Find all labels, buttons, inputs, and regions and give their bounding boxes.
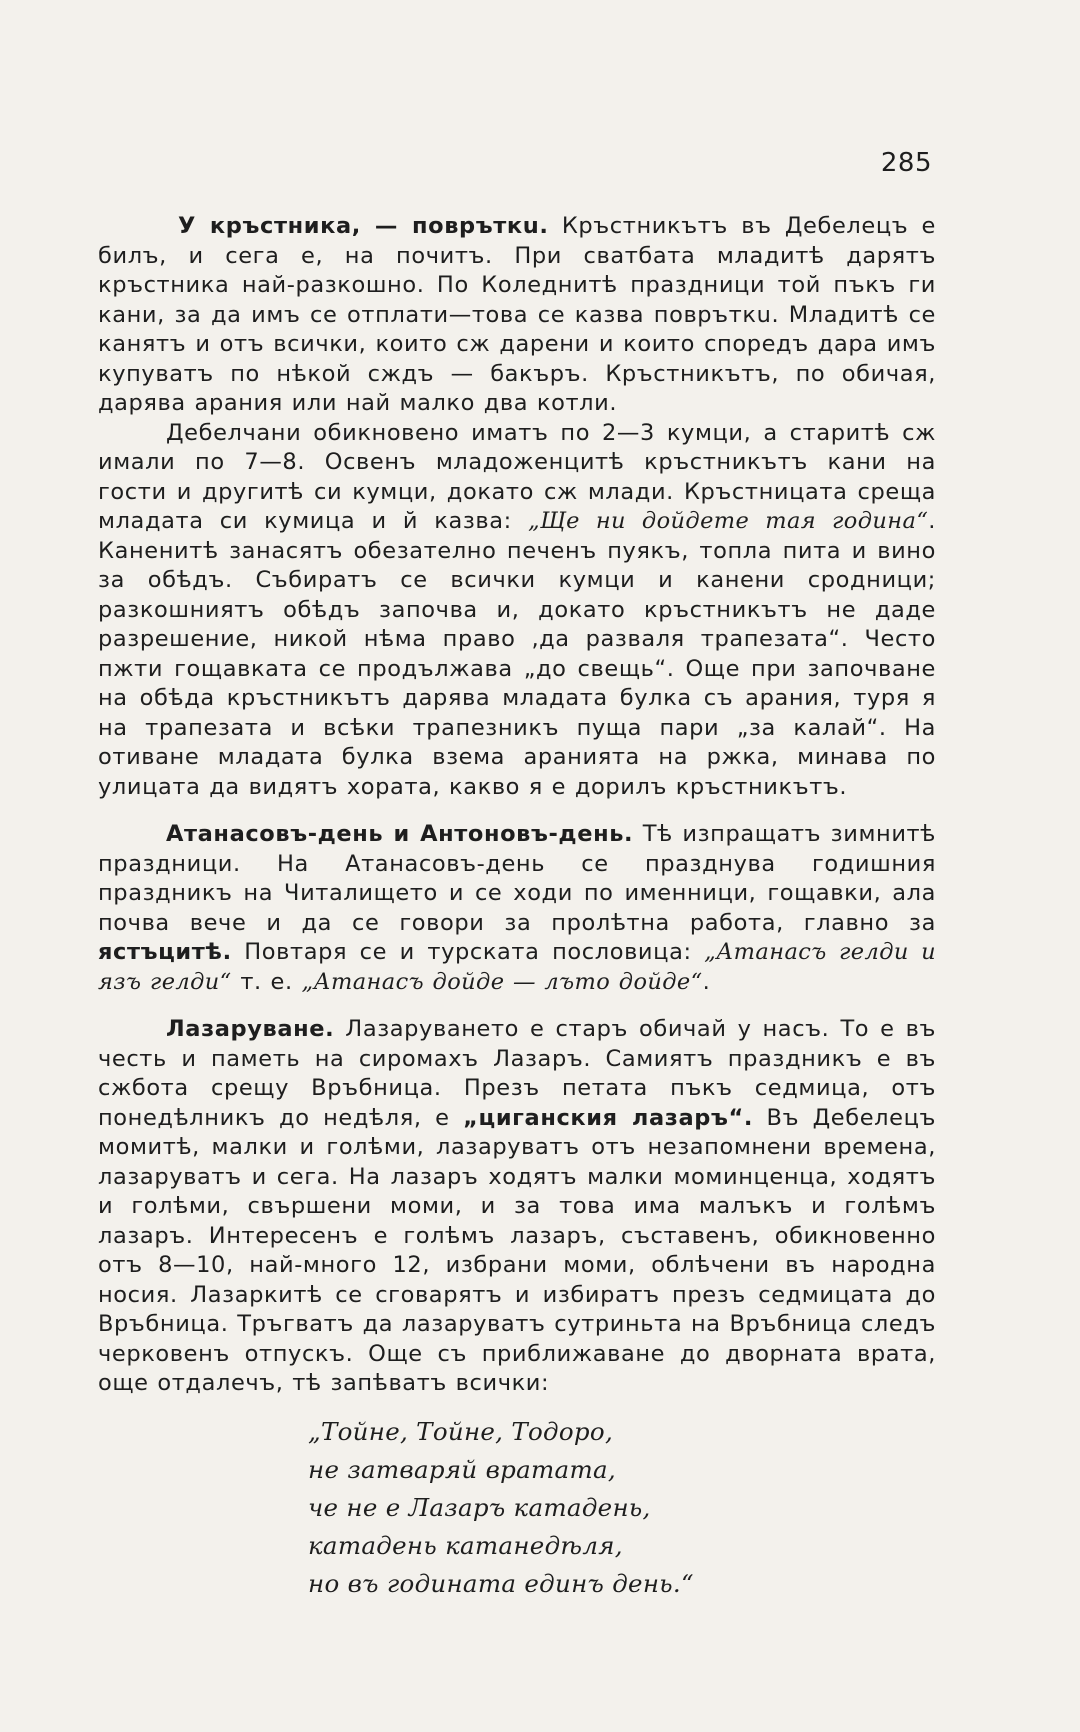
verse-line: че не е Лазаръ катадень, xyxy=(308,1492,651,1522)
verse-line: но въ годината единъ день.“ xyxy=(308,1568,694,1598)
paragraph-text: . Каненитѣ занасятъ обезателно печенъ пуякъ, топла пита и вино за обѣдъ. Събиратъ се всички кумци и канени сродници; разкошниятъ обѣдъ започва и, докато кръстникътъ не даде разрешение, никой нѣма право ‚да разваля трапезата“. Често пжти гощавката се продължава „до свещь“. Още при започване на обѣда кръстникътъ дарява младата булка съ арания, туря я на трапезата и всѣки трапезникъ пуща пари „за калай“. На отиване младата булка взема аранията на ржка, минава по улицата да видятъ хората, какво я е дорилъ кръстникътъ. xyxy=(98,508,936,800)
paragraph-text: . xyxy=(702,968,711,995)
verse-line: не затваряй вратата, xyxy=(308,1454,616,1484)
verse-line: катадень катанедѣля, xyxy=(308,1530,623,1560)
paragraph-atanasov xyxy=(98,820,936,997)
quote-text: „Атанасъ гелди и язъ гелди“ xyxy=(98,939,936,995)
paragraph-text: Повтаря се и турската пословица: xyxy=(231,939,705,965)
section-heading-krastnika: У кръстника, — повръткu. xyxy=(178,213,549,239)
verse xyxy=(308,1413,936,1603)
section-heading-lazaruvane: Лазаруване. xyxy=(166,1016,335,1042)
paragraph-lazaruvane xyxy=(98,1015,936,1399)
paragraph-text: Лазаруването е старъ обичай у насъ. То е въ честь и паметь на сиромахъ Лазаръ. Самиятъ праздникъ е въ сжбота срещу Връбница. Презъ петата пъкъ седмица, отъ понедѣлникъ до недѣля, е xyxy=(98,1016,936,1131)
bold-text: „циганския лазаръ“. xyxy=(463,1104,753,1131)
page-number: 285 xyxy=(880,148,932,178)
paragraph-kumci xyxy=(98,419,936,803)
paragraph-krastnika xyxy=(98,212,936,419)
paragraph-text: Дебелчани обикновено иматъ по 2—3 кумци, а старитѣ сж имали по 7—8. Освенъ младоженцитѣ кръстникътъ кани на гости и другитѣ си кумци, докато сж млади. Кръстницата среща младата си кумица и й казва: xyxy=(98,419,936,534)
verse-line: „Тойне, Тойне, Тодоро, xyxy=(308,1416,614,1446)
section-heading-atanasov: Атанасовъ-день и Антоновъ-день. xyxy=(166,821,634,847)
paragraph-text: Въ Дебелецъ момитѣ, малки и голѣми, лазаруватъ отъ незапомнени времена, лазаруватъ и сега. На лазаръ ходятъ малки моминценца, ходятъ и голѣми, свършени моми, и за това има малъкъ и голѣмъ лазаръ. Интересенъ е голѣмъ лазаръ, съставенъ, обикновенно отъ 8—10, най-много 12, избрани моми, облѣчени въ народна носия. Лазаркитѣ се сговарятъ и избиратъ презъ седмицата до Връбница. Тръгватъ да лазаруватъ сутриньта на Връбница следъ черковенъ отпускъ. Още съ приближаване до дворната врата, още отдалечъ, тѣ запѣватъ всички: xyxy=(98,1104,936,1396)
quote-text: „Ще ни дойдете тая година“ xyxy=(528,508,929,534)
text-column xyxy=(98,212,936,1603)
paragraph-text: т. е. xyxy=(231,968,302,995)
quote-text: „Атанасъ дойде — лъто дойде“ xyxy=(301,968,703,995)
paragraph-text: Кръстникътъ въ Дебелецъ е билъ, и сега е, на почитъ. При сватбата младитѣ дарятъ кръстника най-разкошно. По Коледнитѣ праздници той пъкъ ги кани, за да имъ се отплати—това се казва повръткu. Младитѣ се канятъ и отъ всички, които сж дарени и които споредъ дара имъ купуватъ по нѣкой сждъ — бакъръ. Кръстникътъ, по обичая, дарява арания или най малко два котли. xyxy=(98,213,936,416)
bold-text: ястъцитѣ. xyxy=(98,939,232,965)
paragraph-text: Тѣ изпращатъ зимнитѣ праздници. На Атанасовъ-день се празднува годишния праздникъ на Читалището и се ходи по именници, гощавки, ала почва вече и да се говори за пролѣтна работа, главно за xyxy=(98,821,936,936)
